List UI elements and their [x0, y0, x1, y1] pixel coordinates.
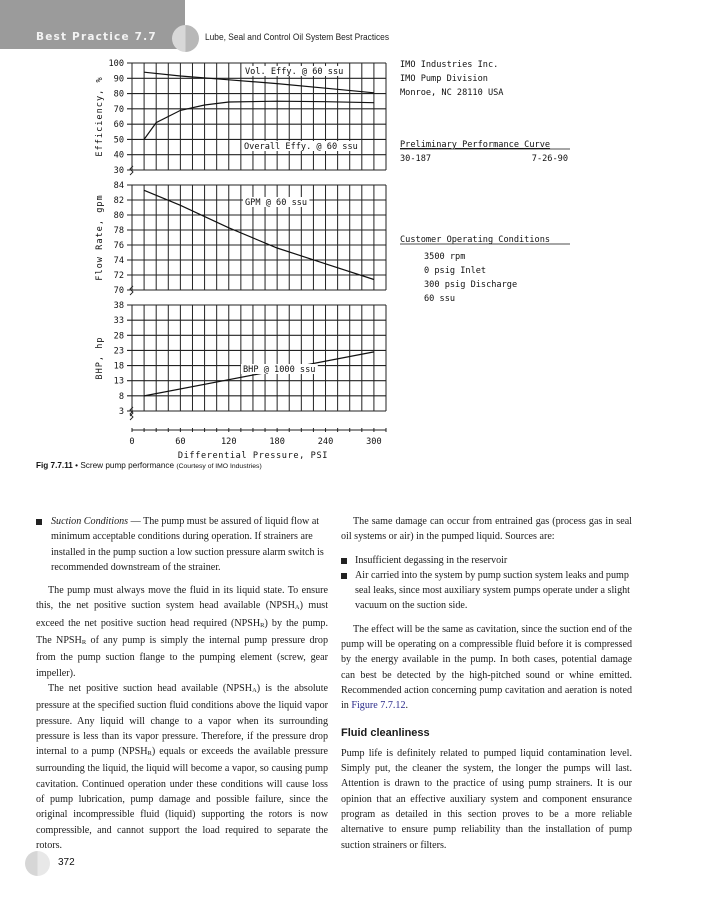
figure-caption [36, 461, 262, 470]
svg-text:Customer Operating Conditions: Customer Operating Conditions [400, 235, 551, 245]
svg-text:180: 180 [269, 437, 285, 447]
svg-text:Flow Rate, gpm: Flow Rate, gpm [95, 194, 105, 281]
svg-text:Efficiency, %: Efficiency, % [95, 76, 105, 157]
paragraph-entrained-gas: The same damage can occur from entrained gas (process gas in seal oil systems or air) in the pumped liquid. Sources are: [341, 516, 632, 543]
caption-bullet: • [75, 461, 79, 470]
bullet-label: Suction Conditions [51, 516, 129, 527]
svg-text:7-26-90: 7-26-90 [531, 154, 568, 164]
svg-text:70: 70 [113, 104, 124, 115]
page-number: 372 [58, 857, 75, 868]
running-title: Lube, Seal and Control Oil System Best Practices [205, 32, 390, 43]
section-label: Best Practice 7.7 [36, 31, 157, 43]
svg-text:13: 13 [113, 376, 124, 387]
svg-text:78: 78 [113, 226, 124, 236]
svg-text:IMO Pump Division: IMO Pump Division [400, 74, 488, 84]
paragraph-fluid-cleanliness: Pump life is definitely related to pumped liquid contamination level. Simply put, the cleaner the system, the longer the pumps will last. Attention is drawn to the practice of using pump strainers. It is our opinion that an effective auxiliary system and component ensurance program as detailed in this section proves to be a more reliable alternative to ensure pump reliability than the installation of pump suction strainers or filters. [341, 747, 632, 851]
svg-text:3: 3 [118, 407, 124, 417]
suction-conditions-bullet: Suction Conditions — The pump must be assured of liquid flow at minimum acceptable conditions during operation. If strainers are installed in the pump suction a low suction pressure alarm switch is recommended downstream of the strainer. [36, 514, 328, 575]
svg-text:BHP @ 1000 ssu: BHP @ 1000 ssu [243, 365, 316, 375]
paragraph-cavitation-effect: The effect will be the same as cavitation, since the suction end of the pump will be operating on a compressible fluid before it is compressed by the energy available in the pump. In both cases, potential damage can best be detected by the high-pitched sound or whine emitted. Recommended action concerning pump cavitation and aeration is noted in Figure 7.7.12. [341, 623, 632, 712]
svg-text:18: 18 [113, 361, 124, 372]
svg-text:300: 300 [366, 437, 382, 447]
svg-text:50: 50 [113, 135, 124, 146]
svg-text:240: 240 [317, 437, 334, 447]
svg-text:90: 90 [113, 74, 124, 85]
performance-chart [80, 50, 620, 460]
svg-text:Monroe, NC 28110 USA: Monroe, NC 28110 USA [400, 88, 504, 98]
svg-text:BHP, hp: BHP, hp [95, 336, 105, 380]
svg-text:80: 80 [113, 89, 124, 100]
page-circle-ornament [25, 851, 50, 876]
figure-title: Screw pump performance [80, 461, 175, 470]
svg-text:Vol. Effy. @ 60 ssu: Vol. Effy. @ 60 ssu [245, 67, 344, 77]
svg-text:100: 100 [108, 59, 124, 69]
svg-text:60: 60 [113, 120, 124, 131]
figure-credit: (Courtesy of IMO Industries) [176, 463, 262, 470]
svg-text:8: 8 [118, 391, 124, 402]
svg-text:120: 120 [220, 437, 237, 447]
svg-text:70: 70 [113, 286, 124, 296]
svg-text:3500 rpm: 3500 rpm [424, 252, 466, 262]
list-item: Insufficient degassing in the reservoir [341, 553, 632, 568]
svg-text:0 psig Inlet: 0 psig Inlet [424, 266, 487, 276]
figure-number: Fig 7.7.11 [36, 461, 73, 470]
svg-text:Differential Pressure, PSI: Differential Pressure, PSI [177, 451, 329, 460]
svg-text:33: 33 [113, 316, 124, 327]
svg-text:40: 40 [113, 150, 124, 161]
svg-text:84: 84 [113, 181, 124, 191]
svg-text:82: 82 [113, 196, 124, 206]
svg-text:74: 74 [113, 256, 124, 266]
svg-text:IMO Industries Inc.: IMO Industries Inc. [400, 60, 499, 70]
section-heading: Fluid cleanliness [341, 726, 430, 739]
svg-text:Overall Effy. @ 60 ssu: Overall Effy. @ 60 ssu [244, 142, 358, 152]
svg-text:300 psig Discharge: 300 psig Discharge [424, 280, 518, 290]
header-section-band [0, 0, 185, 49]
list-item: Air carried into the system by pump suction system leaks and pump seal leaks, since most auxiliary system pumps operate under a slight vacuum on the suction side. [341, 568, 632, 614]
svg-text:60 ssu: 60 ssu [424, 294, 456, 304]
svg-text:38: 38 [113, 301, 124, 311]
paragraph-npsh: The pump must always move the fluid in its liquid state. To ensure this, the net positive suction system head available $(NPSH_A)$ must exceed the net positive suction head required $(NPSH_R)$ by the pump. The $NPSH_R$ of any pump is simply the internal pump pressure drop from the pump suction flange to the pumping element (screw, gear impeller). [36, 585, 328, 679]
figure-link[interactable]: Figure 7.7.12 [351, 700, 406, 712]
svg-text:60: 60 [175, 437, 186, 447]
header-circle-ornament [172, 25, 199, 52]
svg-text:Preliminary Performance Curve: Preliminary Performance Curve [400, 140, 551, 150]
svg-text:30-187: 30-187 [400, 154, 432, 164]
svg-text:0: 0 [129, 437, 135, 447]
svg-text:23: 23 [113, 346, 124, 357]
svg-text:30: 30 [113, 166, 124, 176]
svg-text:80: 80 [113, 211, 124, 221]
svg-text:76: 76 [113, 241, 124, 251]
svg-text:72: 72 [113, 271, 124, 281]
svg-text:28: 28 [113, 331, 124, 342]
left-column [36, 514, 328, 853]
svg-text:GPM @ 60 ssu: GPM @ 60 ssu [245, 198, 308, 208]
right-column [341, 514, 632, 853]
paragraph-npsha: The net positive suction head available $(NPSH_A)$ is the absolute pressure at the specified suction fluid conditions above the liquid vapor pressure. Any liquid will change to a vapor when its surrounding pressure is less than its vapor pressure. Therefore, if the pressure drop internal to a pump $(NPSH_R)$ equals or exceeds the available pressure surrounding the liquid, the liquid will become a vapor, so causing pump cavitation. Continued operation under these conditions will cause loss of pump lubrication, pump damage and possible failure, since the original incompressible fluid (liquid) supporting the rotors is now compressible, and cannot support the load required to separate the rotors. [36, 682, 329, 851]
